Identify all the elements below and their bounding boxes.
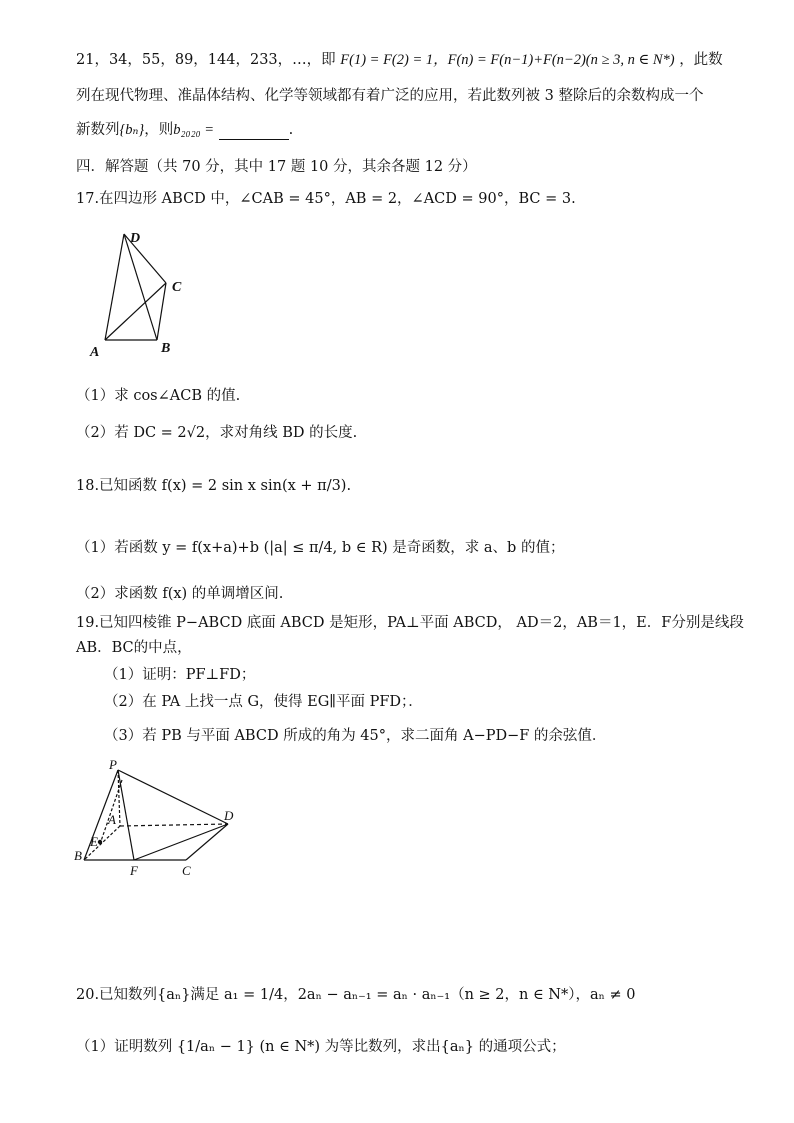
edge-pd (118, 770, 228, 824)
q16-line1-tail: ，此数 (679, 52, 723, 68)
q19-stem-line2: AB．BC的中点， (76, 640, 192, 656)
q18-stem: 18.已知函数 f(x) = 2 sin x sin(x + π/3). (76, 478, 352, 494)
diagonal-bd (124, 234, 157, 340)
section-heading: 四．解答题（共 70 分，其中 17 题 10 分，其余各题 12 分） (76, 159, 477, 175)
q17-quadrilateral-figure (80, 222, 200, 362)
label-d: D (130, 231, 141, 246)
edge-cd (186, 824, 228, 860)
q19-stem-line1: 19.已知四棱锥 P−ABCD 底面 ABCD 是矩形，PA⊥平面 ABCD， AD＝2，AB＝1，E．F分别是线段 (76, 615, 744, 631)
q16-seq-bn: {bₙ} (119, 122, 145, 138)
q19-part3: （3）若 PB 与平面 ABCD 所成的角为 45°，求二面角 A−PD−F 的余弦值． (104, 728, 607, 744)
edge-fd (134, 824, 228, 860)
label-b: B (74, 848, 82, 863)
label-b: B (161, 341, 171, 356)
q19-part2: （2）在 PA 上找一点 G，使得 EG∥平面 PFD；． (104, 694, 423, 710)
q17-part2: （2）若 DC = 2√2，求对角线 BD 的长度. (76, 425, 358, 441)
q16-period: . (288, 122, 294, 138)
label-f: F (130, 863, 138, 878)
q16-fibonacci-formula: F(1) = F(2) = 1，F(n) = F(n−1)+F(n−2)(n ≥ 3, n ∈ N*) (340, 52, 675, 68)
point-e (98, 840, 102, 844)
q16-term: b₂₀₂₀ = (173, 122, 215, 138)
q20-part1: （1）证明数列 {1/aₙ − 1} (n ∈ N*) 为等比数列，求出{aₙ} 的通项公式； (76, 1039, 566, 1055)
label-d: D (224, 808, 234, 823)
label-c: C (182, 863, 191, 878)
q16-line3 (76, 120, 293, 140)
q19-pyramid-figure (72, 758, 242, 883)
label-p: P (109, 758, 117, 772)
q19-part1: （1）证明：PF⊥FD； (104, 667, 256, 683)
q17-stem: 17.在四边形 ABCD 中，∠CAB = 45°，AB = 2，∠ACD = 90°，BC = 3. (76, 191, 576, 207)
label-a: A (90, 345, 100, 360)
edge-pf (118, 770, 134, 860)
q16-answer-blank[interactable] (219, 125, 289, 140)
q16-line2: 列在现代物理、准晶体结构、化学等领域都有着广泛的应用，若此数列被 3 整除后的余数构成一个 (76, 88, 704, 104)
q17-part1: （1）求 cos∠ACB 的值. (76, 388, 241, 404)
q16-line1 (76, 50, 723, 70)
q20-stem: 20.已知数列{aₙ}满足 a₁ = 1/4，2aₙ − aₙ₋₁ = aₙ · aₙ₋₁（n ≥ 2，n ∈ N*），aₙ ≠ 0 (76, 987, 636, 1003)
label-e: E (90, 834, 98, 849)
q16-sequence-text: 21，34，55，89，144，233，…，即 (76, 52, 336, 68)
q16-then-text: ，则 (144, 122, 174, 138)
q18-part1: （1）若函数 y = f(x+a)+b (|a| ≤ π/4, b ∈ R) 是奇函数，求 a、b 的值； (76, 540, 565, 556)
edge-ad (120, 824, 228, 826)
q18-part2: （2）求函数 f(x) 的单调增区间. (76, 586, 284, 602)
label-c: C (172, 280, 182, 295)
q16-new-seq-text: 新数列 (76, 122, 120, 138)
label-a: A (108, 812, 116, 827)
edge-bc (157, 283, 166, 340)
